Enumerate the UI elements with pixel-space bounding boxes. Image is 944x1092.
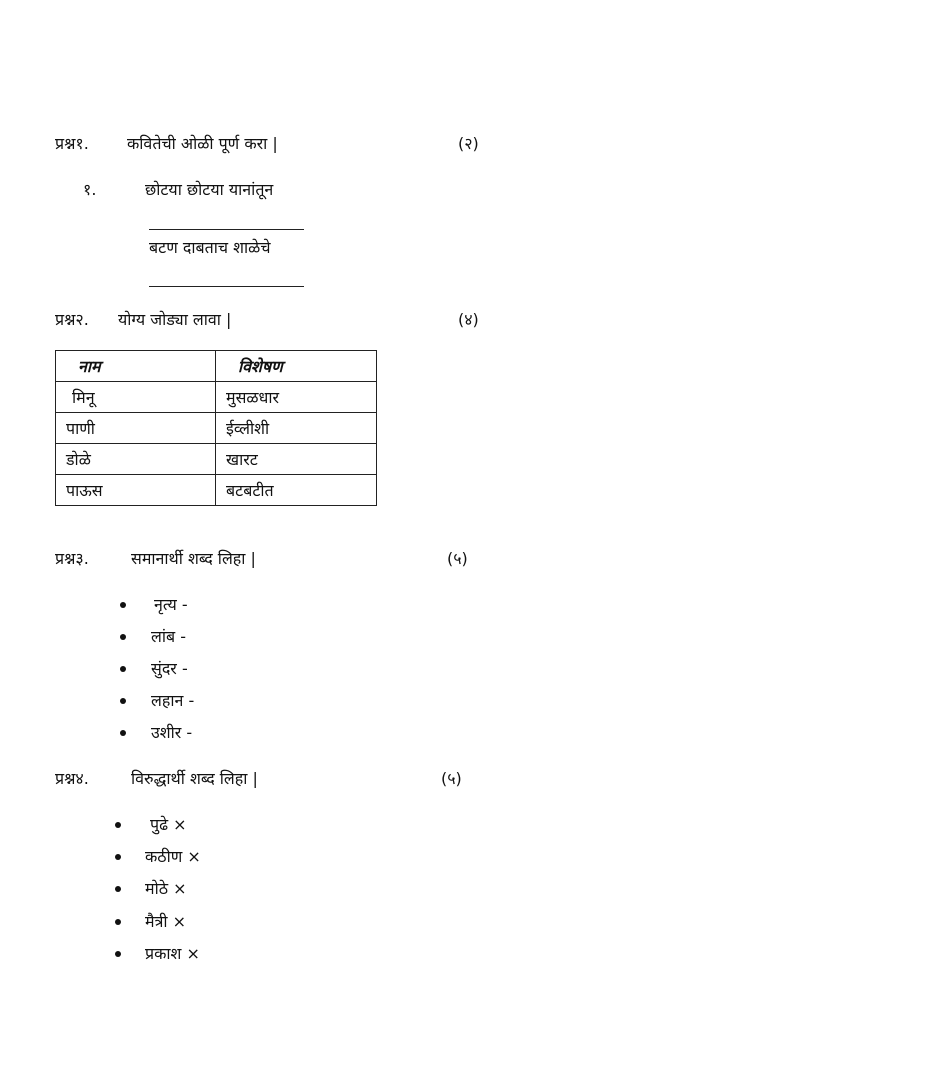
table-cell: ईव्लीशी (216, 413, 377, 444)
q1-poem-line-1: छोटया छोटया यानांतून (145, 180, 274, 199)
bullet-icon (115, 919, 121, 925)
list-item: पुढे × (150, 815, 187, 834)
table-row (56, 475, 377, 506)
list-item: मैत्री × (145, 912, 187, 931)
list-item: प्रकाश × (145, 944, 200, 963)
table-cell: पाणी (56, 413, 216, 444)
table-header-cell: विशेषण (216, 351, 377, 382)
table-row (56, 413, 377, 444)
q1-poem-line-2: बटण दाबताच शाळेचे (149, 238, 271, 257)
q1-blank-line-1 (149, 229, 304, 230)
q1-label: प्रश्न१. (55, 134, 89, 153)
q2-title: योग्य जोड्या लावा | (118, 310, 232, 329)
q1-item-number: १. (83, 180, 97, 199)
list-item: उशीर - (151, 723, 193, 742)
list-item: लहान - (151, 691, 195, 710)
list-item: लांब - (151, 627, 186, 646)
table-cell: खारट (216, 444, 377, 475)
table-cell: पाऊस (56, 475, 216, 506)
table-row (56, 444, 377, 475)
q2-marks: (४) (458, 310, 479, 329)
q3-label: प्रश्न३. (55, 549, 89, 568)
list-item: नृत्य - (154, 595, 188, 614)
list-item: सुंदर - (151, 659, 188, 678)
q4-label: प्रश्न४. (55, 769, 89, 788)
bullet-icon (115, 854, 121, 860)
table-header-cell: नाम (56, 351, 216, 382)
q2-label: प्रश्न२. (55, 310, 89, 329)
q1-title: कवितेची ओळी पूर्ण करा | (127, 134, 278, 153)
bullet-icon (115, 951, 121, 957)
table-cell: बटबटीत (216, 475, 377, 506)
table-cell: मिनू (56, 382, 216, 413)
q4-title: विरुद्धार्थी शब्द लिहा | (131, 769, 258, 788)
q3-marks: (५) (447, 549, 468, 568)
list-item: कठीण × (145, 847, 201, 866)
list-item: मोठे × (145, 879, 187, 898)
bullet-icon (120, 698, 126, 704)
bullet-icon (120, 602, 126, 608)
q3-title: समानार्थी शब्द लिहा | (131, 549, 256, 568)
table-header-row (56, 351, 377, 382)
table-cell: मुसळधार (216, 382, 377, 413)
q1-blank-line-2 (149, 286, 304, 287)
table-cell: डोळे (56, 444, 216, 475)
bullet-icon (120, 666, 126, 672)
q4-marks: (५) (441, 769, 462, 788)
matching-table (55, 350, 377, 506)
bullet-icon (115, 886, 121, 892)
q1-marks: (२) (458, 134, 479, 153)
bullet-icon (120, 730, 126, 736)
table-row (56, 382, 377, 413)
bullet-icon (115, 822, 121, 828)
bullet-icon (120, 634, 126, 640)
